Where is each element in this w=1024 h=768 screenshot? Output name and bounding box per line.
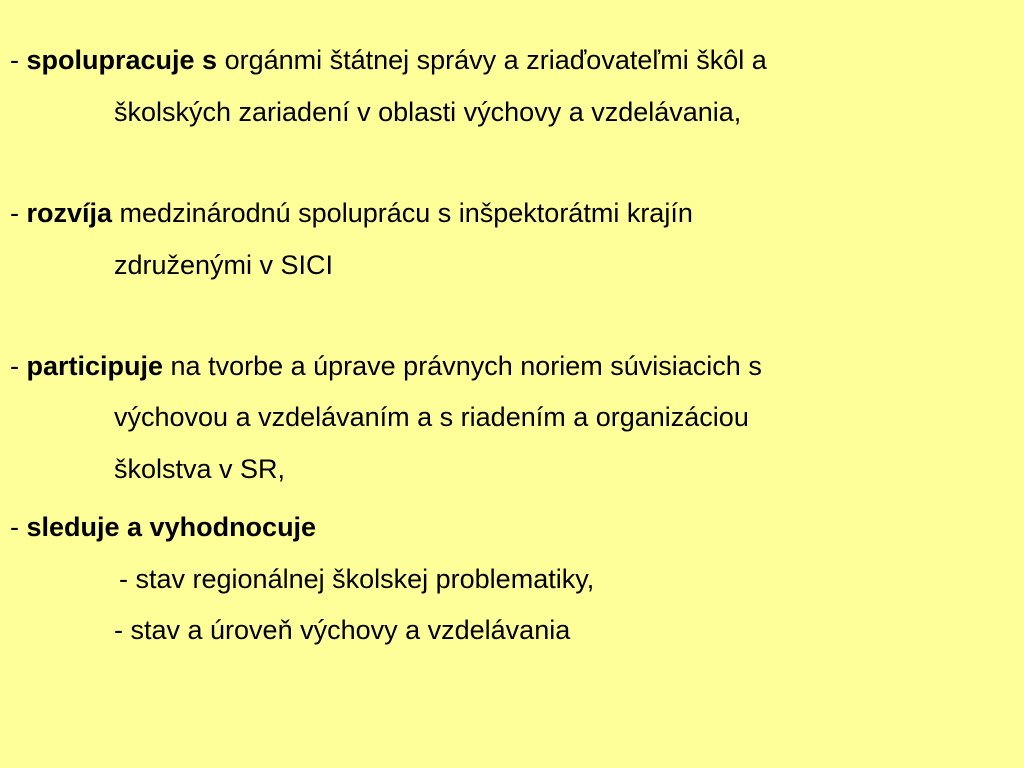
bullet-dash: - xyxy=(10,351,27,381)
bullet-item-2 xyxy=(10,197,693,229)
sub-item-2: - stav a úroveň výchovy a vzdelávania xyxy=(114,615,571,645)
bullet-item-1 xyxy=(10,44,767,76)
bullet-text: na tvorbe a úprave právnych noriem súvisiacich s xyxy=(163,351,762,381)
bullet-dash: - xyxy=(10,512,27,542)
bullet-keyword: spolupracuje s xyxy=(26,45,218,75)
sub-item-1: - stav regionálnej školskej problematiky, xyxy=(119,564,595,594)
bullet-keyword: participuje xyxy=(26,351,164,381)
bullet-keyword: rozvíja xyxy=(26,198,113,228)
bullet-item-3-continuation-1: výchovou a vzdelávaním a s riadením a organizáciou xyxy=(114,402,749,432)
bullet-text: orgánmi štátnej správy a zriaďovateľmi škôl a xyxy=(217,45,767,75)
bullet-keyword: sleduje a vyhodnocuje xyxy=(26,512,317,542)
bullet-item-2-continuation: združenými v SICI xyxy=(114,250,334,280)
bullet-item-1-continuation: školských zariadení v oblasti výchovy a vzdelávania, xyxy=(114,97,742,127)
bullet-item-3 xyxy=(10,350,762,382)
bullet-text: medzinárodnú spoluprácu s inšpektorátmi krajín xyxy=(112,198,693,228)
bullet-dash: - xyxy=(10,198,27,228)
bullet-item-4 xyxy=(10,511,316,543)
bullet-dash: - xyxy=(10,45,27,75)
bullet-item-3-continuation-2: školstva v SR, xyxy=(114,454,286,484)
